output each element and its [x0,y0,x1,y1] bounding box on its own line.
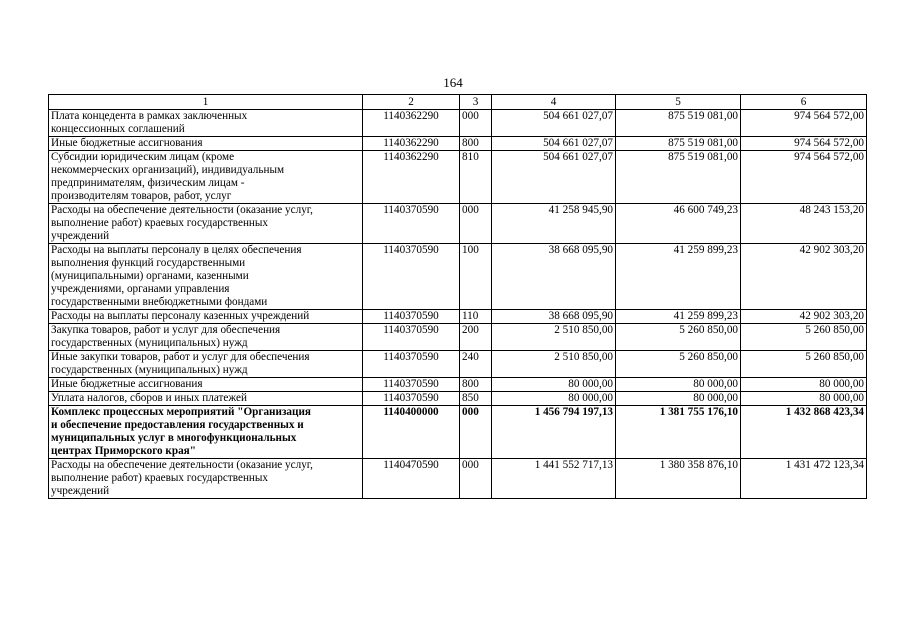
amount-col6-cell: 48 243 153,20 [741,204,867,244]
target-code-cell: 1140370590 [363,310,460,324]
budget-table [48,94,867,499]
expense-type-cell: 000 [460,459,492,499]
table-row [49,392,867,406]
expense-type-cell: 850 [460,392,492,406]
amount-col6-cell: 80 000,00 [741,392,867,406]
expense-type-cell: 240 [460,351,492,378]
column-header: 2 [363,95,460,110]
expense-type-cell: 000 [460,406,492,459]
amount-col6-cell: 5 260 850,00 [741,351,867,378]
target-code-cell: 1140370590 [363,378,460,392]
amount-col4-cell: 38 668 095,90 [492,310,616,324]
expenditure-name-cell: Плата концедента в рамках заключенных концессионных соглашений [49,110,363,137]
target-code-cell: 1140400000 [363,406,460,459]
amount-col4-cell: 2 510 850,00 [492,351,616,378]
amount-col6-cell: 80 000,00 [741,378,867,392]
expense-type-cell: 810 [460,151,492,204]
expense-type-cell: 800 [460,378,492,392]
expense-type-cell: 000 [460,204,492,244]
expense-type-cell: 200 [460,324,492,351]
amount-col5-cell: 80 000,00 [616,392,741,406]
amount-col4-cell: 504 661 027,07 [492,110,616,137]
page-number: 164 [443,75,463,90]
expenditure-name-cell: Комплекс процессных мероприятий "Организация и обеспечение предоставления государственных и муниципальных услуг в многофункциональных центрах Приморского края" [49,406,363,459]
amount-col4-cell: 2 510 850,00 [492,324,616,351]
amount-col5-cell: 41 259 899,23 [616,244,741,310]
amount-col4-cell: 1 441 552 717,13 [492,459,616,499]
target-code-cell: 1140362290 [363,137,460,151]
amount-col4-cell: 80 000,00 [492,378,616,392]
expenditure-name-cell: Расходы на выплаты персоналу казенных учреждений [49,310,363,324]
table-row [49,204,867,244]
amount-col4-cell: 504 661 027,07 [492,137,616,151]
amount-col5-cell: 875 519 081,00 [616,151,741,204]
amount-col5-cell: 41 259 899,23 [616,310,741,324]
amount-col5-cell: 80 000,00 [616,378,741,392]
table-row [49,406,867,459]
expense-type-cell: 800 [460,137,492,151]
target-code-cell: 1140370590 [363,324,460,351]
target-code-cell: 1140370590 [363,204,460,244]
amount-col6-cell: 1 432 868 423,34 [741,406,867,459]
target-code-cell: 1140370590 [363,392,460,406]
table-row [49,110,867,137]
amount-col6-cell: 974 564 572,00 [741,137,867,151]
amount-col5-cell: 46 600 749,23 [616,204,741,244]
amount-col4-cell: 38 668 095,90 [492,244,616,310]
expenditure-name-cell: Закупка товаров, работ и услуг для обеспечения государственных (муниципальных) нужд [49,324,363,351]
table-row [49,151,867,204]
table-row [49,351,867,378]
table-row [49,378,867,392]
target-code-cell: 1140362290 [363,151,460,204]
expenditure-name-cell: Иные бюджетные ассигнования [49,378,363,392]
amount-col5-cell: 875 519 081,00 [616,110,741,137]
expenditure-name-cell: Расходы на выплаты персоналу в целях обеспечения выполнения функций государственными (муниципальными) органами, казенными учреждениями, органами управления государственными внебюджетными фондами [49,244,363,310]
amount-col4-cell: 80 000,00 [492,392,616,406]
expenditure-name-cell: Субсидии юридическим лицам (кроме некоммерческих организаций), индивидуальным предпринимателям, физическим лицам - производителям товаров, работ, услуг [49,151,363,204]
table-row [49,310,867,324]
amount-col6-cell: 1 431 472 123,34 [741,459,867,499]
column-header: 3 [460,95,492,110]
expenditure-name-cell: Иные закупки товаров, работ и услуг для обеспечения государственных (муниципальных) нужд [49,351,363,378]
amount-col4-cell: 41 258 945,90 [492,204,616,244]
table-row [49,459,867,499]
amount-col6-cell: 974 564 572,00 [741,151,867,204]
amount-col5-cell: 5 260 850,00 [616,324,741,351]
expenditure-name-cell: Расходы на обеспечение деятельности (оказание услуг, выполнение работ) краевых государственных учреждений [49,459,363,499]
column-header: 4 [492,95,616,110]
column-header: 5 [616,95,741,110]
amount-col5-cell: 1 380 358 876,10 [616,459,741,499]
expense-type-cell: 000 [460,110,492,137]
column-header: 1 [49,95,363,110]
amount-col4-cell: 504 661 027,07 [492,151,616,204]
expenditure-name-cell: Уплата налогов, сборов и иных платежей [49,392,363,406]
target-code-cell: 1140470590 [363,459,460,499]
amount-col5-cell: 1 381 755 176,10 [616,406,741,459]
column-header: 6 [741,95,867,110]
expenditure-name-cell: Расходы на обеспечение деятельности (оказание услуг, выполнение работ) краевых государственных учреждений [49,204,363,244]
table-row [49,324,867,351]
amount-col6-cell: 42 902 303,20 [741,310,867,324]
table-row [49,137,867,151]
table-row [49,244,867,310]
amount-col6-cell: 5 260 850,00 [741,324,867,351]
amount-col6-cell: 974 564 572,00 [741,110,867,137]
target-code-cell: 1140370590 [363,244,460,310]
amount-col4-cell: 1 456 794 197,13 [492,406,616,459]
amount-col6-cell: 42 902 303,20 [741,244,867,310]
expense-type-cell: 110 [460,310,492,324]
header-row [49,95,867,110]
target-code-cell: 1140370590 [363,351,460,378]
table-body [49,110,867,499]
expense-type-cell: 100 [460,244,492,310]
amount-col5-cell: 875 519 081,00 [616,137,741,151]
amount-col5-cell: 5 260 850,00 [616,351,741,378]
expenditure-name-cell: Иные бюджетные ассигнования [49,137,363,151]
target-code-cell: 1140362290 [363,110,460,137]
